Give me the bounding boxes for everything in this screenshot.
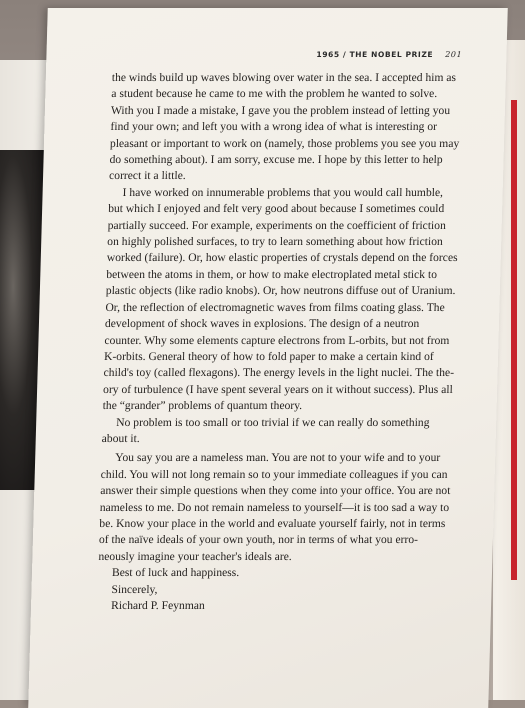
text-line: counter. Why some elements capture electrons from L-orbits, but not from — [104, 333, 450, 347]
text-line: between the atoms in them, or how to make electroplated metal stick to — [106, 267, 438, 281]
text-line: the winds build up waves blowing over water in the sea. I accepted him as — [111, 71, 457, 84]
text-line: a student because he came to me with the problem he wanted to solve. — [111, 87, 438, 101]
text-line: answer their simple questions when they come into your office. You are not — [100, 484, 451, 498]
text-line: pleasant or important to work on (namely, those problems you see you may — [109, 136, 460, 150]
text-line: of the naïve ideals of your own youth, nor in terms of what you erro- — [98, 533, 419, 547]
text-line: child's toy (called flexagons). The energy levels in the light nuclei. The the- — [103, 366, 455, 380]
text-line: plastic objects (like radio knobs). Or, how neutrons diffuse out of Uranium. — [105, 284, 456, 298]
signature-name: Richard P. Feynman — [110, 599, 205, 612]
book-spine-stripe — [511, 100, 517, 580]
text-line: correct it a little. — [108, 169, 186, 183]
sign-off: Sincerely, — [111, 582, 158, 596]
running-title: 1965 / THE NOBEL PRIZE — [316, 50, 434, 59]
text-line: Or, the reflection of electromagnetic waves from films coating glass. The — [105, 300, 445, 314]
text-line: ory of turbulence (I have spent several years on it without success). Plus all — [102, 382, 453, 396]
text-line: partially succeed. For example, experiments on the coefficient of friction — [107, 218, 447, 232]
letter-body — [97, 70, 482, 614]
closing-line: Best of luck and happiness. — [111, 566, 240, 580]
text-line: about it. — [101, 431, 140, 445]
text-line: child. You will not long remain so to your immediate colleagues if you can — [100, 467, 448, 481]
text-line: nameless to me. Do not remain nameless to yourself—it is too sad a way to — [99, 500, 450, 514]
text-line: find your own; and left you with a wrong idea of what is interesting or — [110, 120, 438, 134]
text-line: worked (failure). Or, how elastic properties of crystals depend on the forces — [106, 251, 458, 265]
text-line: I have worked on innumerable problems that you would call humble, — [122, 185, 444, 199]
text-line: the “grander” problems of quantum theory. — [102, 399, 303, 413]
running-header — [316, 50, 462, 59]
text-line: be. Know your place in the world and evaluate yourself fairly, not in terms — [99, 516, 446, 530]
text-line: do something about). I am sorry, excuse me. I hope by this letter to help — [109, 153, 443, 167]
text-line: development of shock waves in explosions. The design of a neutron — [104, 317, 420, 331]
text-line: K-orbits. General theory of how to fold paper to make a certain kind of — [103, 349, 434, 363]
book-page — [28, 8, 508, 708]
text-line: on highly polished surfaces, to try to learn something about how friction — [107, 235, 443, 249]
text-line: No problem is too small or too trivial if we can really do something — [116, 415, 430, 429]
text-line: You say you are a nameless man. You are not to your wife and to your — [115, 451, 441, 465]
page-number: 201 — [445, 50, 463, 59]
text-line: With you I made a mistake, I gave you the problem instead of letting you — [110, 103, 451, 117]
text-line: neously imagine your teacher's ideals are. — [98, 549, 292, 563]
text-line: but which I enjoyed and felt very good about because I sometimes could — [107, 202, 445, 216]
